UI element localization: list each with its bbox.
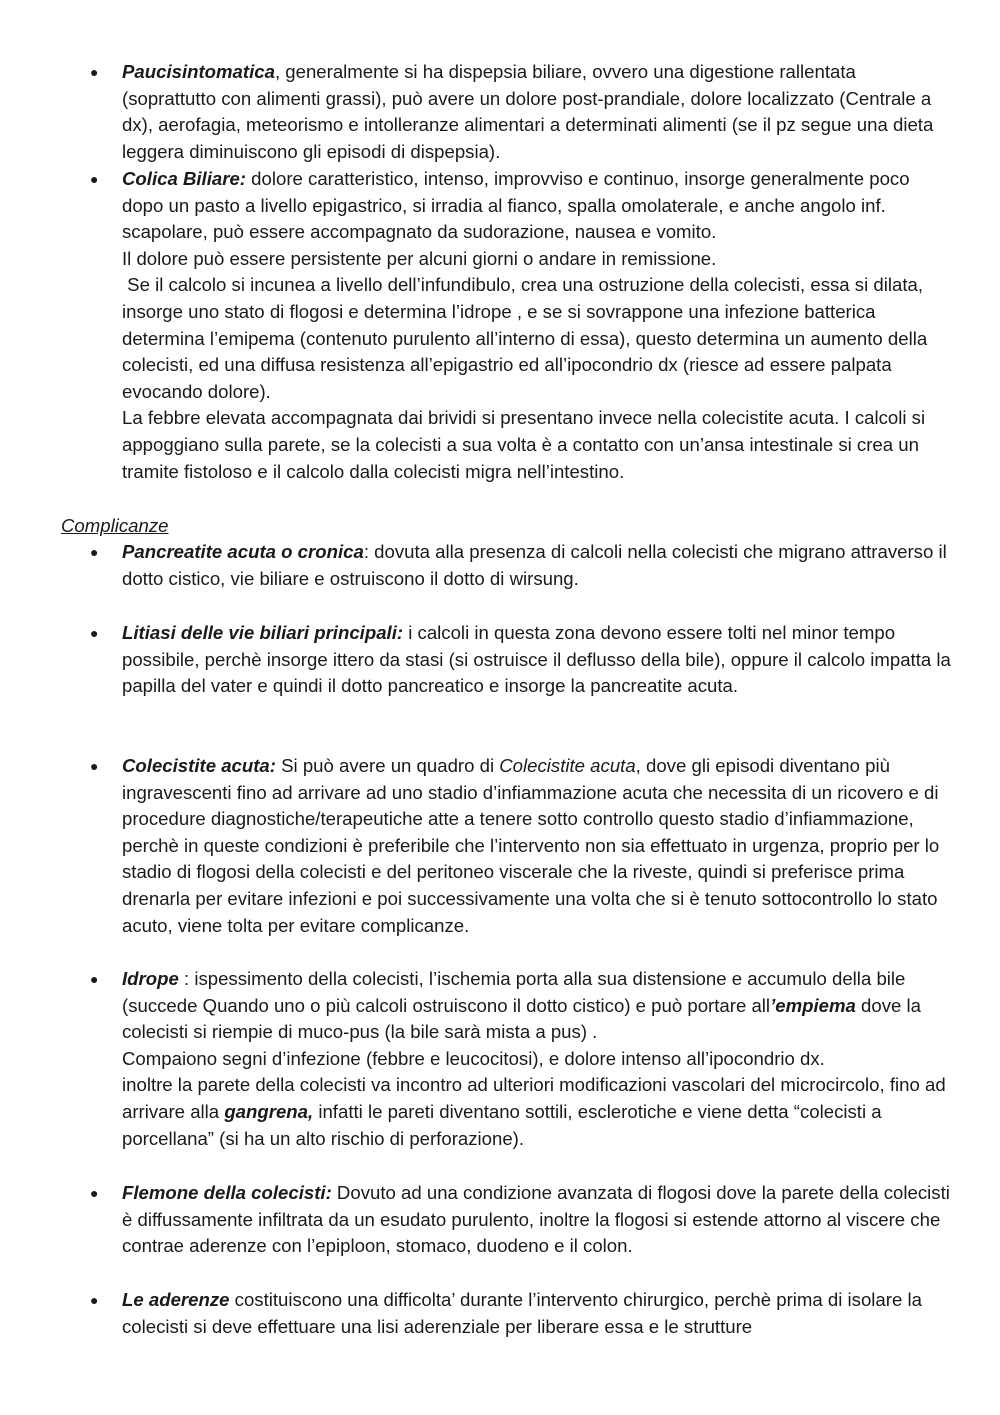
bullet-icon: ●: [90, 971, 99, 987]
term: ’empiema: [770, 994, 856, 1016]
list-item-idrope: [90, 966, 952, 1152]
term: Pancreatite acuta o cronica: [122, 541, 364, 562]
paragraph: Compaiono segni d’infezione (febbre e leucocitosi), e dolore intenso all’ipocondrio dx.: [122, 1047, 825, 1069]
list-item-paucisintomatica: [90, 59, 952, 165]
list-item-colica-biliare: [90, 166, 952, 485]
bullet-icon: ●: [90, 1185, 99, 1201]
paragraph: [122, 1180, 952, 1260]
bullet-icon: ●: [90, 758, 99, 774]
term: Litiasi delle vie biliari principali:: [122, 622, 404, 643]
body-text: , generalmente si ha dispepsia biliare, ovvero una digestione rallentata (soprattutto con alimenti grassi), può avere un dolore post-prandiale, dolore localizzato (Centrale a dx), aerofagia, meteorismo e intolleranze alimentari a determinati alimenti (se il pz segue una dieta leggera diminuiscono gli episodi di dispepsia).: [122, 61, 934, 162]
paragraph: [122, 753, 952, 939]
body-text: Dovuto ad una condizione avanzata di flogosi dove la parete della colecisti è diffussamente infiltrata da un esudato purulento, inoltre la flogosi si estende attorno al viscere che contrae aderenze con l’epiploon, stomaco, duodeno e il colon.: [122, 1182, 950, 1257]
body-text: dove la colecisti si riempie di muco-pus (la bile sarà mista a pus) .: [122, 994, 921, 1043]
paragraph: [122, 966, 952, 1046]
term: Le aderenze: [122, 1289, 230, 1310]
list-item-aderenze: [90, 1287, 952, 1340]
body-text: dolore caratteristico, intenso, improvviso e continuo, insorge generalmente poco dopo un pasto a livello epigastrico, si irradia al fianco, spalla omolaterale, e anche angolo inf. scapolare, può essere accompagnato da sudorazione, nausea e vomito.: [122, 168, 910, 243]
paragraph: [122, 1287, 952, 1340]
bullet-icon: ●: [90, 171, 99, 187]
list-item-pancreatite: [90, 539, 952, 592]
section-heading: Complicanze: [61, 515, 169, 536]
body-text: , dove gli episodi diventano più ingravescenti fino ad arrivare ad uno stadio d’infiammazione acuta che necessita di un ricovero e di procedure diagnostiche/terapeutiche atte a tenere sotto controllo questo stadio d’infiammazione, perchè in queste condizioni è preferibile che l’intervento non sia effettuato in urgenza, proprio per lo stadio di flogosi della colecisti e del peritoneo viscerale che la riveste, quindi si preferisce prima drenarla per evitare infezioni e poi successivamente una volta che si è tenuto sottocontrollo lo stato acuto, viene tolta per evitare complicanze.: [122, 755, 940, 936]
body-text: inoltre la parete della colecisti va incontro ad ulteriori modificazioni vascolari del microcircolo, fino ad arrivare alla: [122, 1074, 946, 1122]
body-text: i calcoli in questa zona devono essere tolti nel minor tempo possibile, perchè insorge ittero da stasi (si ostruisce il deflusso della bile), oppure il calcolo impatta la papilla del vater e quindi il dotto pancreatico e insorge la pancreatite acuta.: [122, 622, 951, 697]
bullet-icon: ●: [90, 64, 99, 80]
body-text: costituiscono una difficolta’ durante l’intervento chirurgico, perchè prima di isolare la colecisti si deve effettuare una lisi aderenziale per liberare essa e le strutture: [122, 1289, 922, 1337]
bullet-icon: ●: [90, 1292, 99, 1308]
paragraph: [122, 1072, 952, 1152]
body-text: Si può avere un quadro di: [275, 755, 500, 776]
italic-text: Colecistite acuta: [499, 755, 636, 776]
bullet-icon: ●: [90, 544, 99, 560]
body-text: : ispessimento della colecisti, l’ischemia porta alla sua distensione e accumulo della bile (succede Quando uno o più calcoli ostruiscono il dotto cistico) e può portare all: [122, 968, 906, 1016]
paragraph: [122, 59, 952, 165]
paragraph: Se il calcolo si incunea a livello dell’infundibulo, crea una ostruzione della colecisti, essa si dilata, insorge uno stato di flogosi e determina l’idrope , e se si sovrappone una infezione batterica determina l’emipema (contenuto purulento all’interno di essa), questo determina un aumento della colecisti, ed una diffusa resistenza all’epigastrio ed all’ipocondrio dx (riesce ad essere palpata evocando dolore).: [122, 274, 933, 402]
term: Colica Biliare:: [122, 168, 247, 189]
paragraph: La febbre elevata accompagnata dai brividi si presentano invece nella colecistite acuta. I calcoli si appoggiano sulla parete, se la colecisti a sua volta è a contatto con un’ansa intestinale si crea un tramite fistoloso e il calcolo dalla colecisti migra nell’intestino.: [122, 407, 926, 482]
list-item-flemone: [90, 1180, 952, 1260]
term: Flemone della colecisti:: [122, 1182, 332, 1203]
body-text: : dovuta alla presenza di calcoli nella colecisti che migrano attraverso il dotto cistico, vie biliare e ostruiscono il dotto di wirsung.: [122, 541, 947, 589]
term: Idrope: [122, 968, 179, 989]
paragraph: [122, 620, 952, 700]
body-text: infatti le pareti diventano sottili, esclerotiche e viene detta “colecisti a porcellana” (si ha un alto rischio di perforazione).: [122, 1100, 882, 1149]
paragraph: [122, 166, 952, 246]
list-item-litiasi: [90, 620, 952, 700]
term: Paucisintomatica: [122, 61, 275, 82]
bullet-icon: ●: [90, 625, 99, 641]
term: Colecistite acuta:: [122, 755, 276, 776]
paragraph: [122, 539, 952, 592]
term: gangrena,: [224, 1100, 314, 1122]
list-item-colecistite-acuta: [90, 753, 952, 939]
paragraph: Il dolore può essere persistente per alcuni giorni o andare in remissione.: [122, 247, 717, 269]
